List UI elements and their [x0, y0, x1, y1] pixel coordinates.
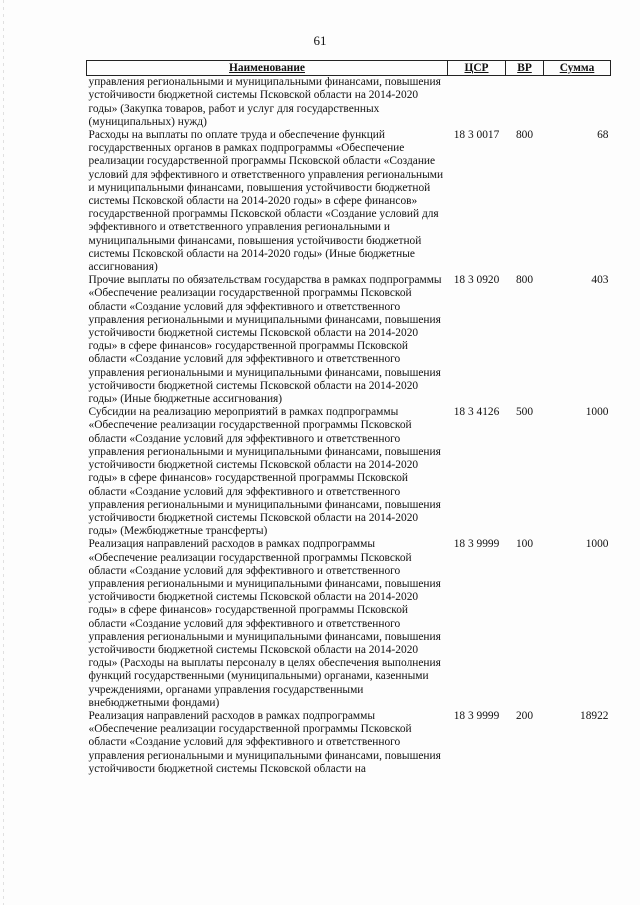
- table-body: [87, 76, 611, 776]
- row-vr: 800: [515, 129, 534, 142]
- scan-edge-artifact: [3, 0, 4, 905]
- table-row: [87, 406, 611, 538]
- page-number: 61: [313, 33, 327, 48]
- table-row: [87, 710, 611, 776]
- row-sum: 68: [597, 129, 609, 142]
- header-sum: Сумма: [544, 61, 611, 76]
- table-row: [87, 76, 611, 129]
- table-row: [87, 129, 611, 274]
- row-csr: 18 3 0920: [453, 274, 500, 287]
- row-csr: 18 3 9999: [453, 538, 500, 551]
- row-name: Субсидии на реализацию мероприятий в рамках подпрограммы «Обеспечение реализации государственной программы Псковской области «Создание условий для эффективного и ответственного управления региональными и муниципальными финансами, повышения устойчивости бюджетной системы Псковской области на 2014-2020 годы» в сфере финансов» государственной программы Псковской области «Создание условий для эффективного и ответственного управления региональными и муниципальными финансами, повышения устойчивости бюджетной системы Псковской области на 2014-2020 годы» (Межбюджетные трансферты): [88, 406, 441, 538]
- row-sum: 1000: [585, 538, 609, 551]
- row-vr: 800: [515, 274, 534, 287]
- row-name: управления региональными и муниципальными финансами, повышения устойчивости бюджетной системы Псковской области на 2014-2020 годы» (Закупка товаров, работ и услуг для государственных (муниципальных) нужд): [88, 76, 441, 128]
- row-vr: 100: [515, 538, 534, 551]
- row-csr: [448, 76, 506, 129]
- row-name: Расходы на выплаты по оплате труда и обеспечение функций государственных органов в рамках подпрограммы «Обеспечение реализации государственной программы Псковской области «Создание условий для эффективного и ответственного управления региональными и муниципальными финансами, повышения устойчивости бюджетной системы Псковской области на 2014-2020 годы» в сфере финансов» государственной программы Псковской области «Создание условий для эффективного и ответственного управления региональными и муниципальными финансами, повышения устойчивости бюджетной системы Псковской области на 2014-2020 годы» (Иные бюджетные ассигнования): [88, 129, 444, 274]
- row-sum: 403: [591, 274, 609, 287]
- budget-table: [86, 60, 611, 776]
- header-csr: ЦСР: [448, 61, 506, 76]
- header-name: Наименование: [87, 61, 448, 76]
- row-sum: [544, 76, 611, 129]
- row-name: Реализация направлений расходов в рамках подпрограммы «Обеспечение реализации государственной программы Псковской области «Создание условий для эффективного и ответственного управления региональными и муниципальными финансами, повышения устойчивости бюджетной системы Псковской области на 2014-2020 годы» в сфере финансов» государственной программы Псковской области «Создание условий для эффективного и ответственного управления региональными и муниципальными финансами, повышения устойчивости бюджетной системы Псковской области на 2014-2020 годы» (Расходы на выплаты персоналу в целях обеспечения выполнения функций государственными (муниципальными) органами, казенными учреждениями, органами управления государственными внебюджетными фондами): [88, 538, 441, 709]
- table-row: [87, 538, 611, 710]
- row-csr: 18 3 0017: [453, 129, 500, 142]
- row-csr: 18 3 4126: [453, 406, 500, 419]
- row-sum: 1000: [585, 406, 609, 419]
- row-sum: 18922: [580, 709, 609, 722]
- header-vr: ВР: [506, 61, 544, 76]
- row-vr: 200: [515, 709, 534, 722]
- header-row: [87, 61, 611, 76]
- table-row: [87, 274, 611, 406]
- row-vr: 500: [515, 406, 534, 419]
- row-csr: 18 3 9999: [453, 709, 500, 722]
- row-name: Реализация направлений расходов в рамках подпрограммы «Обеспечение реализации государственной программы Псковской области «Создание условий для эффективного и ответственного управления региональными и муниципальными финансами, повышения устойчивости бюджетной системы Псковской области на: [88, 709, 441, 775]
- row-name: Прочие выплаты по обязательствам государства в рамках подпрограммы «Обеспечение реализации государственной программы Псковской области «Создание условий для эффективного и ответственного управления региональными и муниципальными финансами, повышения устойчивости бюджетной системы Псковской области на 2014-2020 годы» в сфере финансов» государственной программы Псковской области «Создание условий для эффективного и ответственного управления региональными и муниципальными финансами, повышения устойчивости бюджетной системы Псковской области на 2014-2020 годы» (Иные бюджетные ассигнования): [88, 274, 442, 406]
- row-vr: [506, 76, 544, 129]
- table-header: [87, 61, 611, 76]
